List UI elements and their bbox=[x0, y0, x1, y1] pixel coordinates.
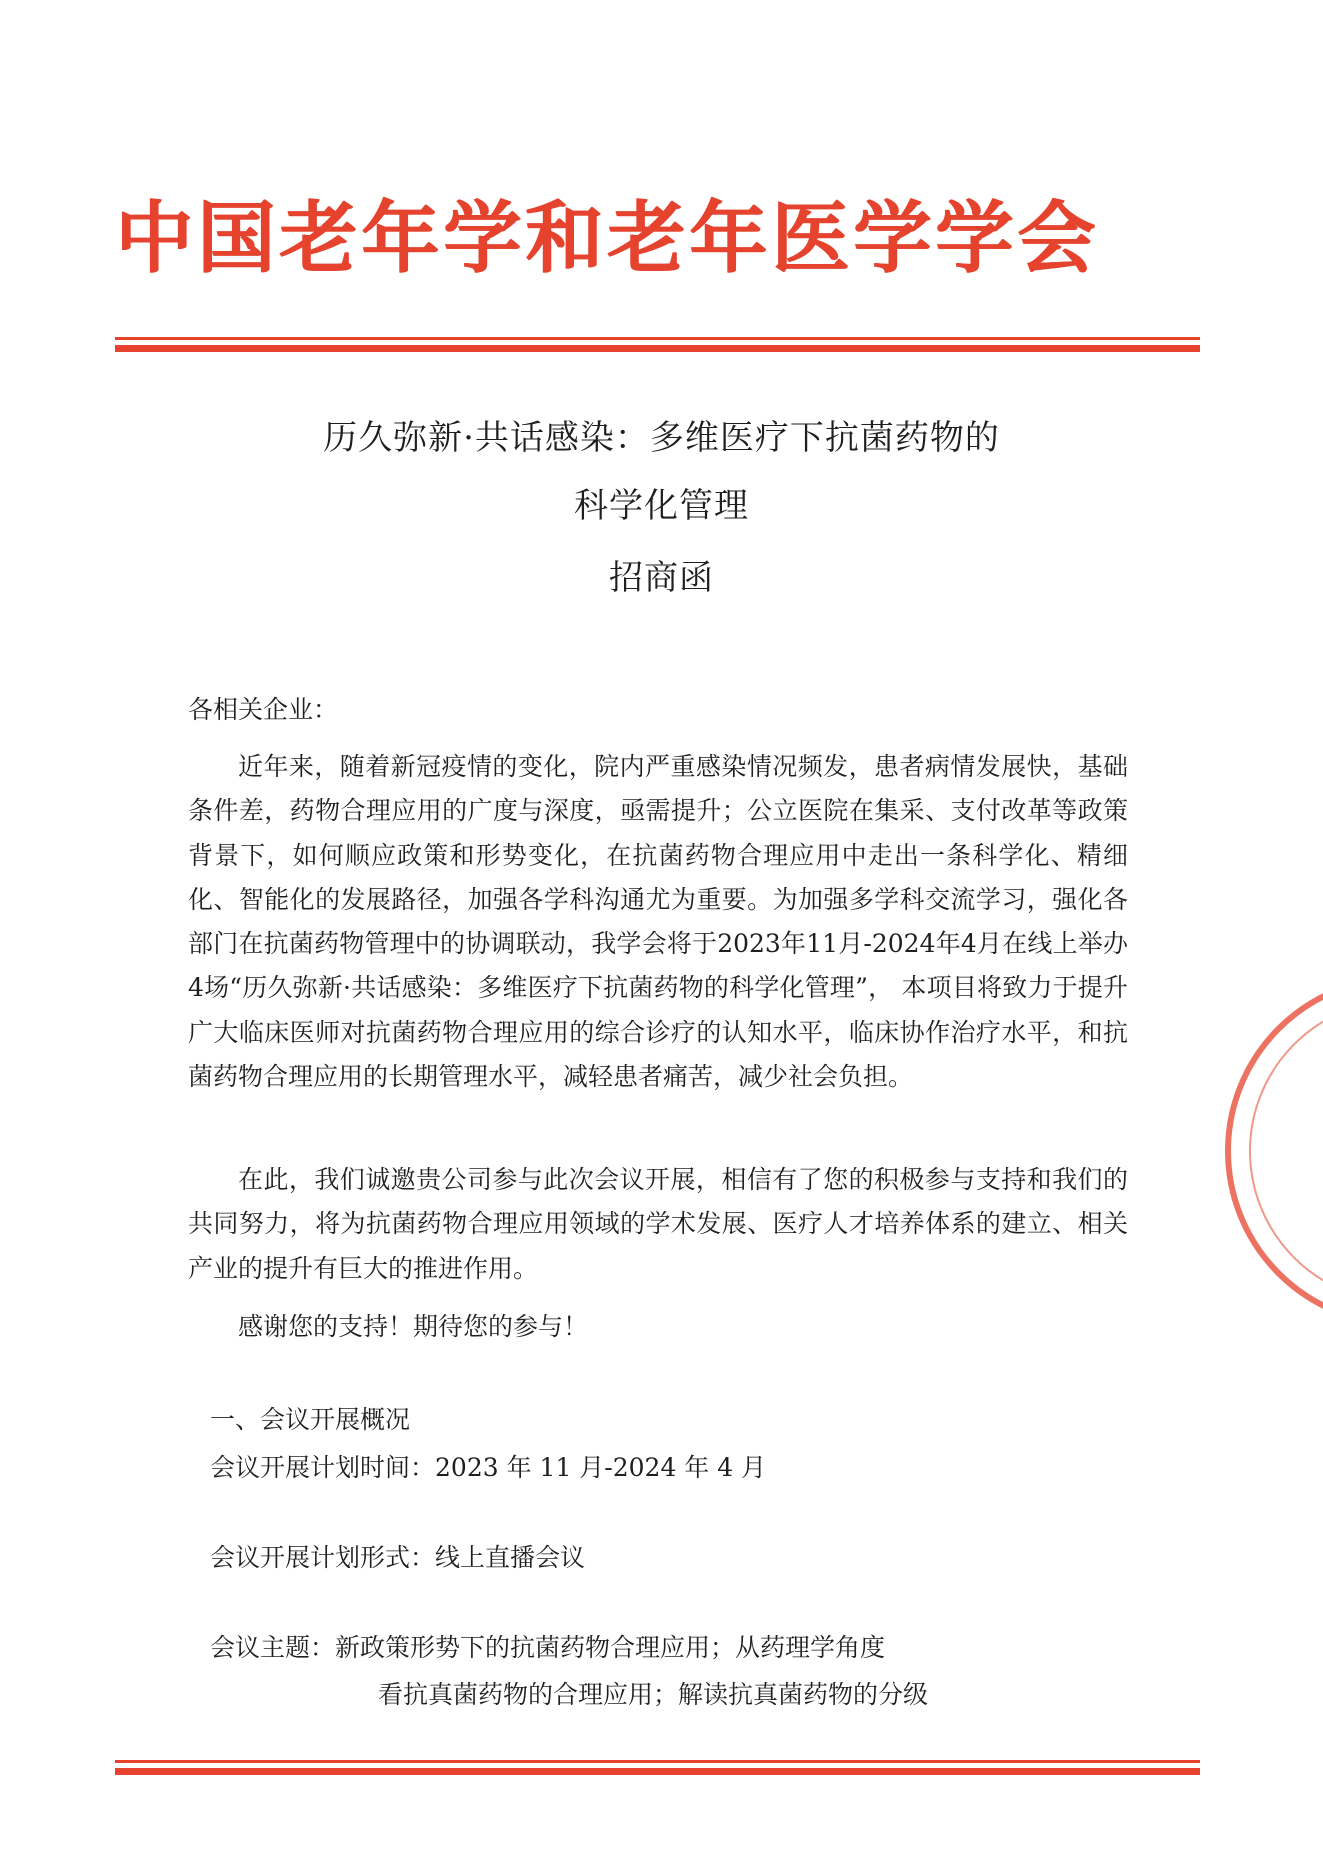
section1-heading: 一、会议开展概况 bbox=[210, 1405, 411, 1434]
meeting-format-row bbox=[210, 1538, 585, 1574]
title-line-1: 历久弥新·共话感染：多维医疗下抗菌药物的 bbox=[323, 418, 1000, 458]
meeting-time-row bbox=[210, 1448, 766, 1484]
official-seal-inner-ring bbox=[1249, 999, 1323, 1303]
meeting-theme-row bbox=[210, 1628, 885, 1664]
footer-rule-thin bbox=[115, 1760, 1200, 1763]
meeting-time-label: 会议开展计划时间： bbox=[210, 1453, 436, 1482]
meeting-theme-label: 会议主题： bbox=[210, 1633, 336, 1662]
title-line-2: 科学化管理 bbox=[574, 486, 749, 526]
official-seal-stamp bbox=[1225, 975, 1323, 1327]
salutation: 各相关企业： bbox=[188, 695, 339, 724]
body-paragraph-intro: 近年来，随着新冠疫情的变化，院内严重感染情况频发，患者病情发展快，基础条件差，药物合理应用的广度与深度，亟需提升；公立医院在集采、支付改革等政策背景下，如何顺应政策和形势变化，在抗菌药物合理应用中走出一条科学化、精细化、智能化的发展路径，加强各学科沟通尤为重要。为加强多学科交流学习，强化各部门在抗菌药物管理中的协调联动，我学会将于2023年11月-2024年4月在线上举办4场“历久弥新·共话感染：多维医疗下抗菌药物的科学化管理”， 本项目将致力于提升广大临床医师对抗菌药物合理应用的综合诊疗的认知水平，临床协作治疗水平，和抗菌药物合理应用的长期管理水平，减轻患者痛苦，减少社会负担。 bbox=[188, 752, 1128, 1092]
title-line-3: 招商函 bbox=[609, 558, 714, 598]
meeting-theme-line-1: 新政策形势下的抗菌药物合理应用；从药理学角度 bbox=[335, 1633, 886, 1662]
meeting-time-value: 2023 年 11 月-2024 年 4 月 bbox=[435, 1453, 767, 1482]
body-paragraph-invitation: 在此，我们诚邀贵公司参与此次会议开展，相信有了您的积极参与支持和我们的共同努力，将为抗菌药物合理应用领域的学术发展、医疗人才培养体系的建立、相关产业的提升有巨大的推进作用。 bbox=[188, 1165, 1128, 1283]
letterhead-rule-thin bbox=[115, 337, 1200, 340]
meeting-format-value: 线上直播会议 bbox=[435, 1543, 586, 1572]
body-paragraph-thanks: 感谢您的支持！期待您的参与！ bbox=[238, 1312, 589, 1341]
footer-rule-thick bbox=[115, 1768, 1200, 1775]
letterhead-rule-thick bbox=[115, 345, 1200, 352]
letterhead-organization: 中国老年学和老年医学学会 bbox=[115, 194, 1100, 284]
meeting-format-label: 会议开展计划形式： bbox=[210, 1543, 436, 1572]
meeting-theme-line-2: 看抗真菌药物的合理应用；解读抗真菌药物的分级 bbox=[378, 1680, 929, 1709]
